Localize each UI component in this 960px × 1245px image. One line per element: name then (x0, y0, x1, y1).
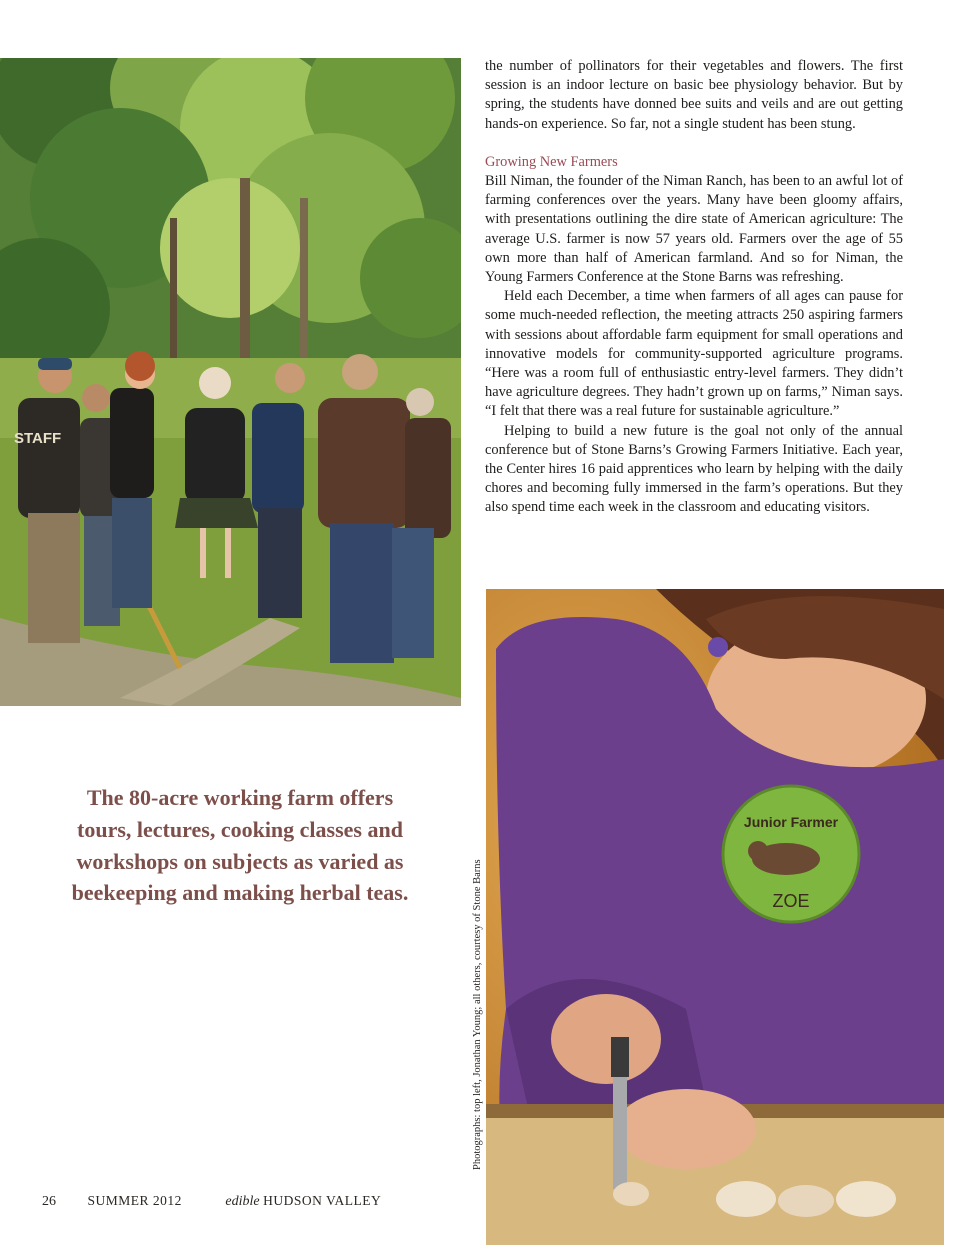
article-body (485, 57, 903, 518)
pull-quote: The 80-acre working farm offers tours, lectures, cooking classes and workshops on subjects as varied as beekeeping and making herbal teas. (71, 785, 409, 906)
section-subhead: Growing New Farmers (485, 153, 618, 170)
article-paragraph: the number of pollinators for their vegetables and flowers. The first session is an indoor lecture on basic bee physiology behavior. But by spring, the students have donned bee suits and veils and are out getting hands-on experience. So far, not a single student has been stung. (485, 58, 903, 132)
child-cooking-illustration (486, 589, 944, 1245)
badge-top-text: Junior Farmer (743, 814, 839, 830)
article-paragraph: Helping to build a new future is the goal not only of the annual conference but of Stone Barns’s Growing Farmers Initiative. Each year, the Center hires 16 paid apprentices who learn by helping with the daily chores and becoming fully immersed in the farm’s operations. But they also spend time each week in the classroom and educating visitors. (485, 422, 903, 516)
article-paragraph: Bill Niman, the founder of the Niman Ranch, has been to an awful lot of farming conferences over the years. Many have been gloomy affairs, with presentations outlining the dire state of American agriculture: The average U.S. farmer is now 57 years old. Farmers over the age of 55 own more than half of American farmland. And so for Niman, the Young Farmers Conference at the Stone Barns was refreshing. (485, 173, 903, 286)
farm-tour-illustration (0, 58, 461, 706)
issue-label: SUMMER 2012 (87, 1193, 182, 1208)
brand-name: HUDSON VALLEY (263, 1193, 382, 1208)
article-paragraph: Held each December, a time when farmers of all ages can pause for some much-needed reflection, the meeting attracts 250 aspiring farmers with sessions about affordable farm equipment for small operations and innovative models for community-supported agriculture programs. “Here was a room full of enthusiastic entry-level farmers. They didn’t have agriculture degrees. They hadn’t grown up on farms,” Niman says. “I felt that there was a real future for sustainable agriculture.” (485, 288, 903, 420)
photo-credit: Photographs: top left, Jonathan Young; all others, courtesy of Stone Barns (472, 859, 483, 1170)
page-number: 26 (42, 1194, 56, 1209)
farm-tour-photo (0, 58, 461, 706)
child-cooking-photo (486, 589, 944, 1245)
badge-name-text: ZOE (772, 891, 810, 911)
brand-edible: edible (225, 1194, 260, 1209)
staff-shirt-text: STAFF (14, 430, 62, 447)
page-footer (42, 1193, 381, 1210)
